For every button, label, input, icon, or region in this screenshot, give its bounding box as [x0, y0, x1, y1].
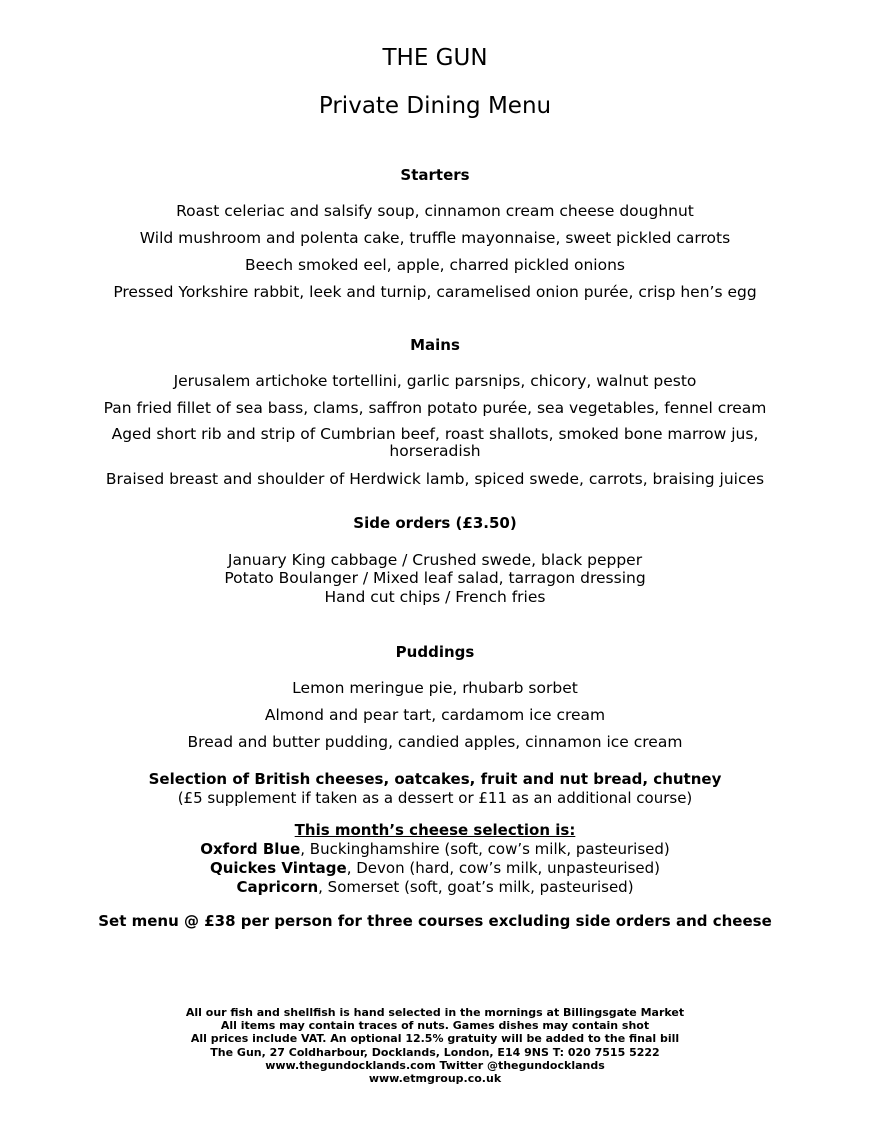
starter-item: Wild mushroom and polenta cake, truffle mayonnaise, sweet pickled carrots	[139, 229, 731, 247]
main-item: Braised breast and shoulder of Herdwick lamb, spiced swede, carrots, braising juices	[105, 470, 765, 488]
pudding-item: Lemon meringue pie, rhubarb sorbet	[292, 679, 578, 697]
cheese-selection	[0, 821, 870, 897]
starter-item: Pressed Yorkshire rabbit, leek and turnip, caramelised onion purée, crisp hen’s egg	[113, 283, 757, 301]
side-item: Hand cut chips / French fries	[324, 588, 546, 606]
main-item: Jerusalem artichoke tortellini, garlic parsnips, chicory, walnut pesto	[173, 372, 697, 390]
footer-line: All prices include VAT. An optional 12.5% gratuity will be added to the final bill	[190, 1032, 680, 1046]
cheese-name: Oxford Blue	[200, 840, 301, 858]
sides-heading: Side orders (£3.50)	[353, 514, 517, 532]
footer-address: The Gun, 27 Coldharbour, Docklands, London, E14 9NS T: 020 7515 5222	[210, 1045, 660, 1059]
cheese-item	[0, 840, 870, 859]
cheese-item	[0, 859, 870, 878]
cheese-item	[0, 878, 870, 897]
cheese-title: Selection of British cheeses, oatcakes, fruit and nut bread, chutney	[148, 770, 722, 788]
cheese-detail: , Devon (hard, cow’s milk, unpasteurised)	[346, 859, 660, 877]
side-item: Potato Boulanger / Mixed leaf salad, tarragon dressing	[224, 569, 646, 587]
pudding-item: Almond and pear tart, cardamom ice cream	[264, 706, 606, 724]
footer-web: www.thegundocklands.com Twitter @thegundocklands	[265, 1058, 605, 1072]
cheese-selection-heading: This month’s cheese selection is:	[294, 821, 576, 839]
footer	[0, 1006, 870, 1085]
footer-web: www.etmgroup.co.uk	[368, 1072, 502, 1086]
starter-item: Roast celeriac and salsify soup, cinnamon cream cheese doughnut	[176, 202, 694, 220]
pudding-item: Bread and butter pudding, candied apples, cinnamon ice cream	[187, 733, 683, 751]
side-item: January King cabbage / Crushed swede, black pepper	[227, 551, 643, 569]
cheese-name: Quickes Vintage	[209, 859, 347, 877]
cheese-note: (£5 supplement if taken as a dessert or £11 as an additional course)	[177, 789, 693, 807]
footer-line: All our fish and shellfish is hand selected in the mornings at Billingsgate Market	[185, 1006, 685, 1019]
main-item: Aged short rib and strip of Cumbrian beef, roast shallots, smoked bone marrow jus, horseradish	[111, 425, 759, 460]
set-menu-price: Set menu @ £38 per person for three courses excluding side orders and cheese	[98, 912, 772, 930]
puddings-heading: Puddings	[395, 643, 475, 661]
cheese-detail: , Buckinghamshire (soft, cow’s milk, pasteurised)	[300, 840, 670, 858]
footer-line: All items may contain traces of nuts. Games dishes may contain shot	[220, 1019, 650, 1033]
starters-heading: Starters	[400, 166, 470, 184]
cheese-name: Capricorn	[236, 878, 319, 896]
restaurant-name: THE GUN	[382, 45, 488, 71]
page-title: Private Dining Menu	[318, 93, 552, 119]
cheese-detail: , Somerset (soft, goat’s milk, pasteurised)	[318, 878, 634, 896]
starter-item: Beech smoked eel, apple, charred pickled onions	[245, 256, 625, 274]
main-item: Pan fried fillet of sea bass, clams, saffron potato purée, sea vegetables, fennel cream	[103, 399, 767, 417]
mains-heading: Mains	[410, 336, 460, 354]
